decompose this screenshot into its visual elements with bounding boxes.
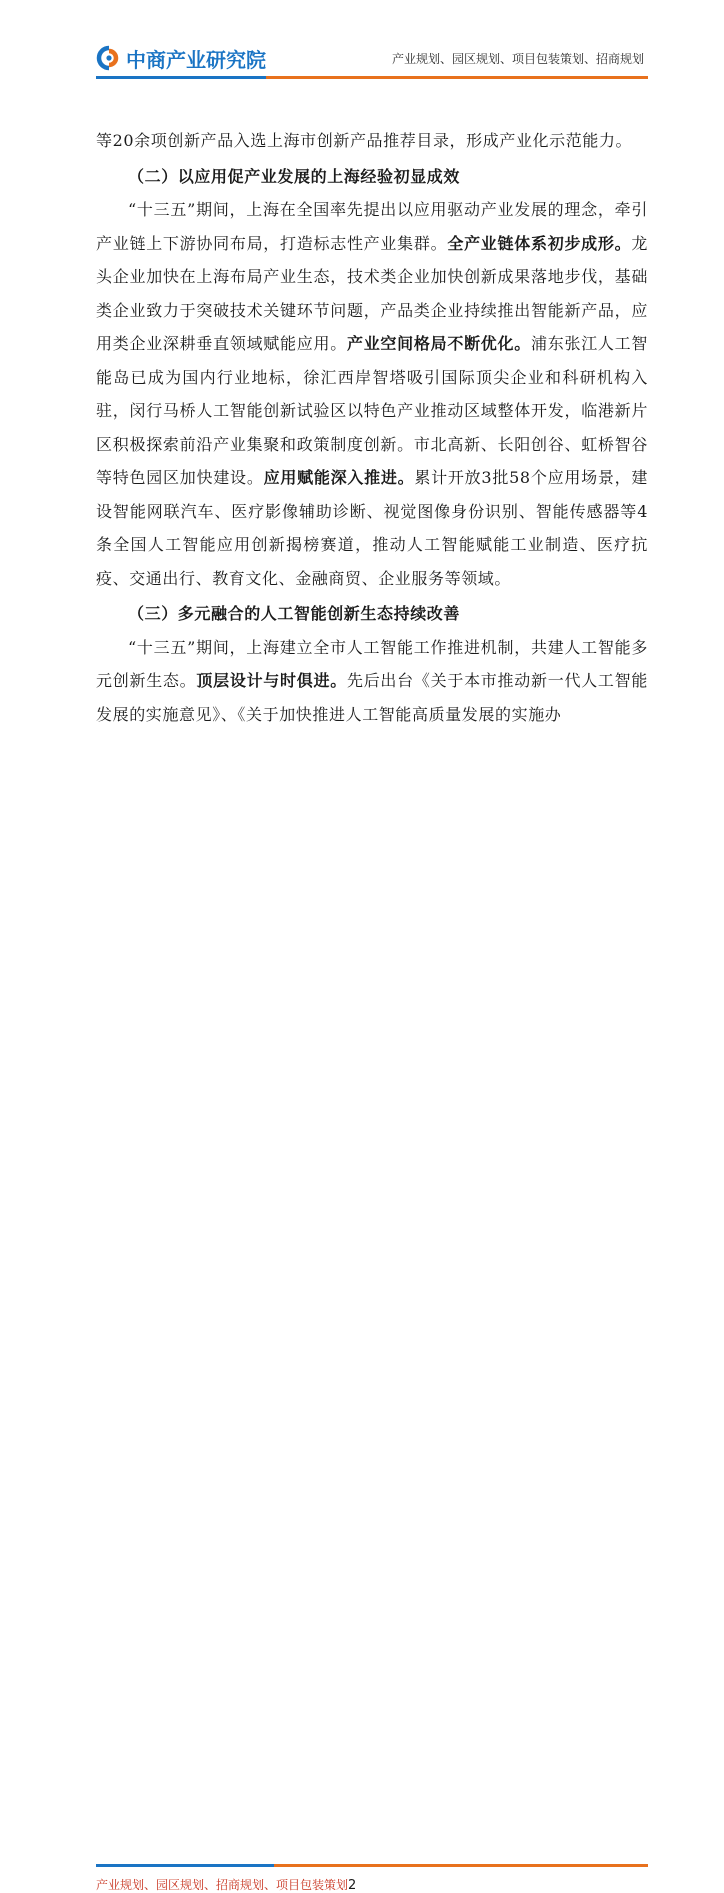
page-footer [0, 930, 724, 1893]
footer-rule-orange [274, 1864, 648, 1867]
p2-bold-2: 产业空间格局不断优化。 [346, 334, 532, 353]
section-heading-3: （三）多元融合的人工智能创新生态持续改善 [128, 604, 461, 623]
p2-bold-1: 全产业链体系初步成形。 [447, 233, 632, 253]
page-number: 2 [348, 1878, 357, 1893]
section-heading-2: （二）以应用促产业发展的上海经验初显成效 [128, 166, 461, 186]
paragraph-continued: 等20余项创新产品入选上海市创新产品推荐目录，形成产业化示范能力。 [96, 131, 633, 150]
p2-bold-3: 应用赋能深入推进。 [263, 468, 415, 487]
p2-text-1: “十三五”期间，上海在全国率先提出以应用驱动产业发展的理念，牵引产业链上下游协同布局，打造标志性产业集群。 [96, 200, 648, 253]
page-header [0, 0, 724, 82]
footer-text [96, 1876, 356, 1893]
p3-bold-1: 顶层设计与时俱进。 [196, 671, 347, 690]
logo-mark-icon [96, 45, 122, 71]
p3-text-2: 先后出台《关于本市推动新一代人工智能发展的实施意见》、《关于加快推进人工智能高质量发展的实施办 [96, 671, 648, 724]
p2-text-2: 龙头企业加快在上海布局产业生态，技术类企业加快创新成果落地步伐，基础类企业致力于突破技术关键环节问题，产品类企业持续推出智能新产品，应用类企业深耕垂直领域赋能应用。 [96, 233, 648, 353]
p2-text-4: 累计开放3批58个应用场景，建设智能网联汽车、医疗影像辅助诊断、视觉图像身份识别、智能传感器等4条全国人工智能应用创新揭榜赛道，推动人工智能赋能工业制造、医疗抗疫、交通出行、教育文化、金融商贸、企业服务等领域。 [96, 468, 648, 588]
footer-rule-blue [96, 1864, 274, 1867]
document-body [96, 124, 648, 731]
paragraph-section-2 [96, 193, 648, 595]
logo-text: 中商产业研究院 [126, 47, 266, 72]
footer-tagline: 产业规划、园区规划、招商规划、项目包装策划 [96, 1878, 349, 1892]
header-rule-orange [266, 76, 648, 79]
p2-text-3: 浦东张江人工智能岛已成为国内行业地标，徐汇西岸智塔吸引国际顶尖企业和科研机构入驻，闵行马桥人工智能创新试验区以特色产业推动区域整体开发，临港新片区积极探索前沿产业集聚和政策制度创新。市北高新、长阳创谷、虹桥智谷等特色园区加快建设。 [96, 334, 648, 487]
header-rule-blue [96, 76, 266, 79]
company-logo [96, 44, 266, 72]
header-tagline: 产业规划、园区规划、项目包装策划、招商规划 [391, 52, 644, 66]
paragraph-section-3 [96, 631, 648, 732]
p3-text-1: “十三五”期间，上海建立全市人工智能工作推进机制，共建人工智能多元创新生态。 [96, 637, 648, 690]
